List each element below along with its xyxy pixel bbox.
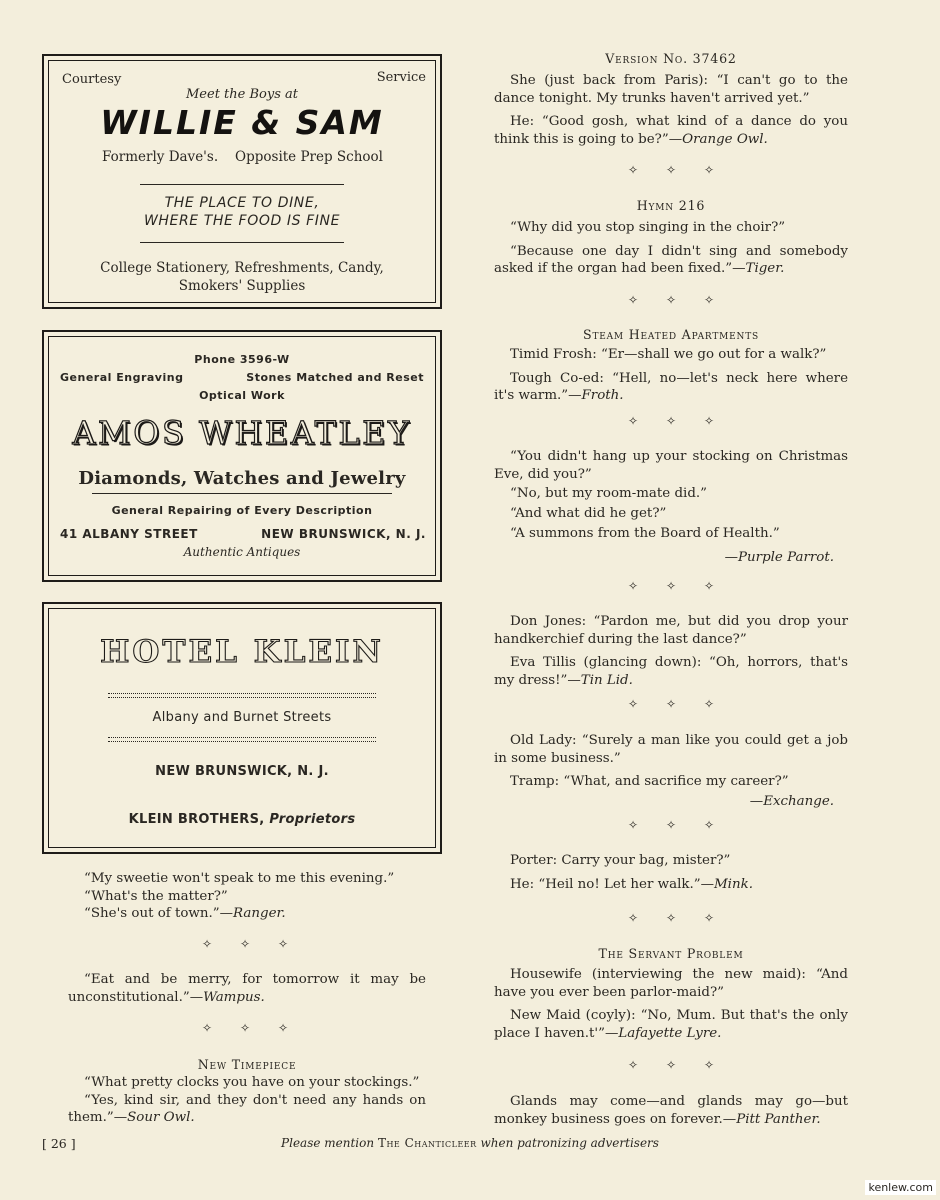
joke-text: “Eat and be merry, for tomorrow it may be unconstitutional.”— — [68, 972, 426, 1005]
footer-mention-post: when patronizing advertisers — [480, 1136, 659, 1150]
ornament-icon: ✧ — [665, 293, 677, 307]
ornament-icon: ✧ — [239, 937, 251, 951]
ornament-icon: ✧ — [627, 911, 639, 925]
ornament-icon: ✧ — [627, 163, 639, 177]
joke-line — [494, 1007, 848, 1042]
joke-steam — [494, 346, 848, 405]
ad-products-line: College Stationery, Refreshments, Candy, — [100, 260, 384, 276]
joke-line: “No, but my room-mate did.” — [510, 486, 708, 501]
joke-line — [84, 905, 430, 923]
ornament-divider — [614, 818, 728, 832]
ornament-icon: ✧ — [665, 697, 677, 711]
ornament-icon: ✧ — [627, 697, 639, 711]
joke-text: Tough Co-ed: “Hell, no—let's neck here where it's warm.”— — [494, 370, 848, 403]
footer-mention-pre: Please mention — [281, 1136, 375, 1150]
joke-line — [494, 243, 848, 278]
ornament-icon: ✧ — [201, 937, 213, 951]
joke-line: Housewife (interviewing the new maid): “And have you ever been parlor-maid?” — [494, 967, 848, 1000]
ad-hotel-klein — [42, 602, 442, 854]
ornament-icon: ✧ — [277, 1021, 289, 1035]
joke-heading: Steam Heated Apartments — [583, 327, 759, 342]
ad-address: 41 ALBANY STREET — [60, 527, 198, 541]
ad-brand-name: WILLIE & SAM — [100, 103, 384, 142]
ornament-divider — [188, 937, 302, 951]
joke-source: Tiger. — [745, 261, 785, 276]
ornament-icon: ✧ — [201, 1021, 213, 1035]
joke-line — [494, 370, 848, 405]
ad-amos-wheatley — [42, 330, 442, 582]
ornament-icon: ✧ — [665, 911, 677, 925]
ornament-divider — [614, 911, 728, 925]
joke-glands — [494, 1093, 848, 1128]
joke-line: “Why did you stop singing in the choir?” — [510, 220, 786, 235]
ad-phone: Phone 3596-W — [194, 353, 290, 366]
joke-line: Old Lady: “Surely a man like you could get a job in some business.” — [494, 733, 848, 766]
joke-line: Timid Frosh: “Er—shall we go out for a walk?” — [510, 347, 827, 362]
divider — [140, 242, 344, 243]
joke-heading: Hymn 216 — [636, 198, 706, 213]
ornament-icon: ✧ — [627, 818, 639, 832]
ad-slogan-line: WHERE THE FOOD IS FINE — [143, 213, 341, 229]
joke-source: Mink. — [713, 876, 753, 892]
joke-source: Ranger. — [233, 906, 286, 921]
ornament-icon: ✧ — [703, 579, 715, 593]
ad-products — [44, 259, 440, 295]
joke-don-jones — [494, 613, 848, 689]
divider — [108, 737, 376, 742]
joke-line — [68, 971, 426, 1006]
ad-brand-name: AMOS WHEATLEY — [72, 414, 412, 452]
joke-source: Orange Owl. — [682, 131, 768, 147]
joke-line: Porter: Carry your bag, mister?” — [510, 853, 731, 868]
joke-line — [494, 1093, 848, 1128]
page-number: [ 26 ] — [42, 1136, 76, 1151]
ad-repairing: General Repairing of Every Description — [111, 504, 373, 517]
joke-sweetie — [84, 870, 430, 923]
ornament-icon: ✧ — [627, 579, 639, 593]
divider — [140, 184, 344, 185]
ad-service-optical: Optical Work — [199, 389, 285, 402]
joke-text: Glands may come—and glands may go—but monkey business goes on forever.— — [494, 1094, 848, 1127]
ad-meet-line: Meet the Boys at — [186, 87, 298, 102]
ornament-icon: ✧ — [665, 1058, 677, 1072]
joke-text: New Maid (coyly): “No, Mum. But that's the only place I haven.t'”— — [494, 1008, 848, 1041]
joke-line: “My sweetie won't speak to me this evening.” — [84, 871, 395, 886]
ornament-divider — [614, 163, 728, 177]
ornament-icon: ✧ — [703, 818, 715, 832]
joke-source: —Purple Parrot. — [724, 549, 834, 565]
joke-porter — [494, 852, 848, 893]
joke-source: Sour Owl. — [127, 1110, 195, 1125]
joke-source: —Exchange. — [749, 793, 834, 809]
ad-location: Opposite Prep School — [235, 149, 383, 165]
joke-stocking — [494, 448, 848, 566]
ornament-icon: ✧ — [703, 414, 715, 428]
ad-service-engraving: General Engraving — [60, 371, 184, 384]
ornament-icon: ✧ — [703, 1058, 715, 1072]
footer-mention — [0, 1136, 940, 1150]
joke-timepiece — [68, 1074, 426, 1127]
ornament-icon: ✧ — [277, 937, 289, 951]
ornament-divider — [614, 293, 728, 307]
ornament-icon: ✧ — [703, 697, 715, 711]
ornament-icon: ✧ — [627, 414, 639, 428]
ad-address: Albany and Burnet Streets — [152, 710, 332, 725]
joke-line: She (just back from Paris): “I can't go to the dance tonight. My trunks haven't arrived yet.” — [494, 73, 848, 106]
ornament-divider — [614, 579, 728, 593]
joke-hymn — [494, 219, 848, 278]
ornament-icon: ✧ — [239, 1021, 251, 1035]
joke-text: He: “Heil no! Let her walk.”— — [510, 876, 714, 892]
ornament-divider — [614, 414, 728, 428]
ad-city: NEW BRUNSWICK, N. J. — [261, 527, 426, 541]
joke-line: Tramp: “What, and sacrifice my career?” — [510, 774, 789, 789]
ornament-icon: ✧ — [703, 293, 715, 307]
joke-old-lady — [494, 732, 848, 810]
ornament-icon: ✧ — [665, 818, 677, 832]
watermark: kenlew.com — [865, 1180, 936, 1195]
joke-servant — [494, 966, 848, 1042]
ad-courtesy: Courtesy — [62, 72, 122, 87]
ad-proprietors-role: Proprietors — [269, 812, 356, 827]
ornament-divider — [188, 1021, 302, 1035]
joke-line — [494, 876, 848, 894]
ornament-icon: ✧ — [703, 911, 715, 925]
joke-source: Froth. — [581, 388, 624, 403]
joke-text: “Because one day I didn't sing and somebody asked if the organ had been fixed.”— — [494, 243, 848, 276]
ornament-icon: ✧ — [665, 414, 677, 428]
joke-line — [494, 113, 848, 148]
ornament-divider — [614, 1058, 728, 1072]
joke-line: “A summons from the Board of Health.” — [510, 526, 780, 541]
joke-source: Lafayette Lyre. — [618, 1025, 722, 1041]
ornament-icon: ✧ — [703, 163, 715, 177]
ad-proprietors — [44, 812, 440, 827]
ornament-icon: ✧ — [665, 579, 677, 593]
joke-line — [494, 654, 848, 689]
joke-line — [68, 1092, 426, 1127]
joke-line: Don Jones: “Pardon me, but did you drop your handkerchief during the last dance?” — [494, 614, 848, 647]
joke-source: Tin Lid. — [580, 672, 633, 688]
ad-formerly: Formerly Dave's. — [102, 149, 219, 165]
joke-heading: Version No. 37462 — [605, 51, 737, 66]
joke-text: Eva Tillis (glancing down): “Oh, horrors, that's my dress!”— — [494, 655, 848, 688]
ad-tagline: Diamonds, Watches and Jewelry — [78, 468, 406, 489]
joke-text: “Yes, kind sir, and they don't need any hands on them.”— — [68, 1092, 426, 1125]
ad-products-line: Smokers' Supplies — [178, 278, 306, 294]
ornament-icon: ✧ — [665, 163, 677, 177]
joke-source: Wampus. — [203, 989, 265, 1005]
ad-slogan — [44, 194, 440, 230]
ad-city: NEW BRUNSWICK, N. J. — [155, 764, 329, 779]
joke-line: “You didn't hang up your stocking on Christmas Eve, did you?” — [494, 449, 848, 482]
joke-line: “And what did he get?” — [510, 505, 667, 521]
ad-willie-sam — [42, 54, 442, 309]
ornament-icon: ✧ — [627, 293, 639, 307]
joke-source: Pitt Panther. — [736, 1111, 821, 1127]
ornament-icon: ✧ — [627, 1058, 639, 1072]
joke-heading: The Servant Problem — [598, 946, 744, 961]
footer-magazine-title: The Chanticleer — [377, 1136, 477, 1150]
ad-service-stones: Stones Matched and Reset — [246, 371, 424, 384]
ad-brand-name: HOTEL KLEIN — [100, 634, 384, 670]
joke-eat — [68, 971, 426, 1006]
divider — [92, 493, 392, 494]
ad-antiques: Authentic Antiques — [183, 545, 301, 559]
joke-text: “She's out of town.”— — [84, 906, 233, 921]
ad-proprietors-name: KLEIN BROTHERS, — [128, 812, 265, 827]
divider — [108, 693, 376, 698]
ad-service: Service — [376, 70, 426, 85]
joke-line: “What pretty clocks you have on your stockings.” — [84, 1075, 420, 1090]
joke-version — [494, 72, 848, 148]
joke-line: “What's the matter?” — [84, 888, 228, 904]
joke-heading: New Timepiece — [197, 1057, 297, 1072]
ad-slogan-line: THE PLACE TO DINE, — [164, 195, 320, 211]
joke-text: He: “Good gosh, what kind of a dance do you think this is going to be?”— — [494, 114, 848, 147]
ornament-divider — [614, 697, 728, 711]
